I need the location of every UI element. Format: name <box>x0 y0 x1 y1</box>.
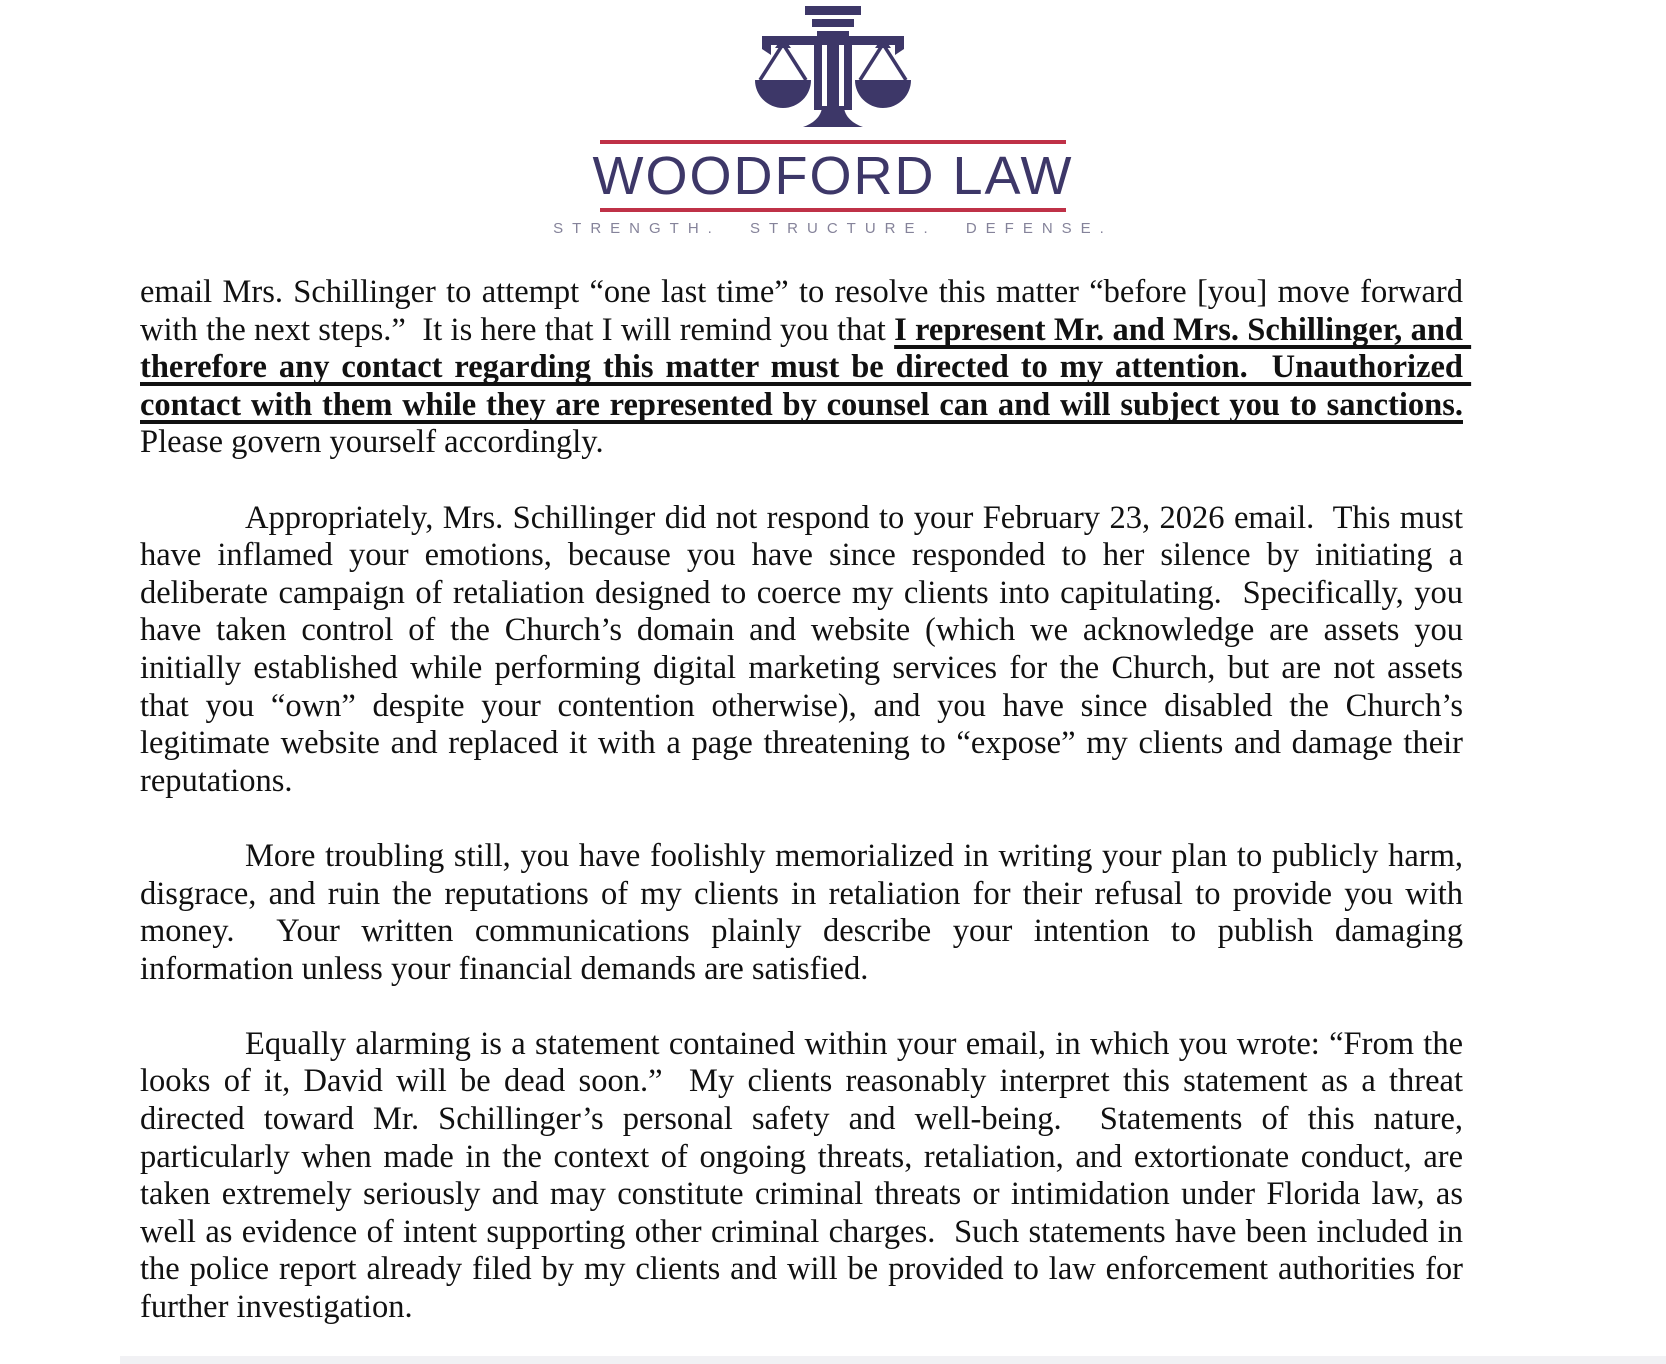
paragraph <box>140 274 1480 462</box>
letter-body <box>140 274 1480 1364</box>
paragraph <box>140 499 1472 801</box>
brand-name: WOODFORD LAW <box>592 146 1074 206</box>
page-bottom-edge <box>120 1356 1666 1364</box>
body-text: Appropriately, Mrs. Schillinger did not respond to your February 23, 2026 email. This must have inflamed your emotions, because you have since responded to her silence by initiating a deliberate campaign of retaliation designed to coerce my clients into capitulating. Specifically, you have taken control of the Church’s domain and website (which we acknowledge are assets you initially established while performing digital marketing services for the Church, but are not assets that you “own” despite your contention otherwise), and you have since disabled the Church’s legitimate website and replaced it with a page threatening to “expose” my clients and damage their reputations. <box>140 499 1472 799</box>
scales-of-justice-icon <box>738 6 928 132</box>
paragraph <box>140 837 1472 988</box>
body-text: Equally alarming is a statement contained within your email, in which you wrote: “From the looks of it, David will be dead soon.” My clients reasonably interpret this statement as a threat directed toward Mr. Schillinger’s personal safety and well-being. Statements of this nature, particularly when made in the context of ongoing threats, retaliation, and extortionate conduct, are taken extremely seriously and may constitute criminal threats or intimidation under Florida law, as well as evidence of intent supporting other criminal charges. Such statements have been included in the police report already filed by my clients and will be provided to law enforcement authorities for further investigation. <box>140 1025 1472 1326</box>
body-text: email Mrs. Schillinger to attempt “one last time” to resolve this matter “before [you] move forward with the next steps.” It is here that I will remind you that <box>140 274 1472 348</box>
body-text: Please govern yourself accordingly. <box>140 386 1480 461</box>
paragraph <box>140 1025 1472 1327</box>
body-text: More troubling still, you have foolishly memorialized in writing your plan to publicly harm, disgrace, and ruin the reputations of my clients in retaliation for their refusal to provide you with money. Your written communications plainly describe your intention to publish damaging information unless your financial demands are satisfied. <box>140 837 1472 987</box>
emphasized-legal-notice-text: I represent Mr. and Mrs. Schillinger, and therefore any contact regarding this matter must be directed to my attention. Unauthorized contact with them while they are represented by counsel can and will subject you to sanctions. <box>140 311 1472 423</box>
letterhead-rule-bottom <box>600 208 1066 212</box>
brand-tagline: STRENGTH. STRUCTURE. DEFENSE. <box>553 220 1113 237</box>
letterhead <box>0 0 1666 237</box>
